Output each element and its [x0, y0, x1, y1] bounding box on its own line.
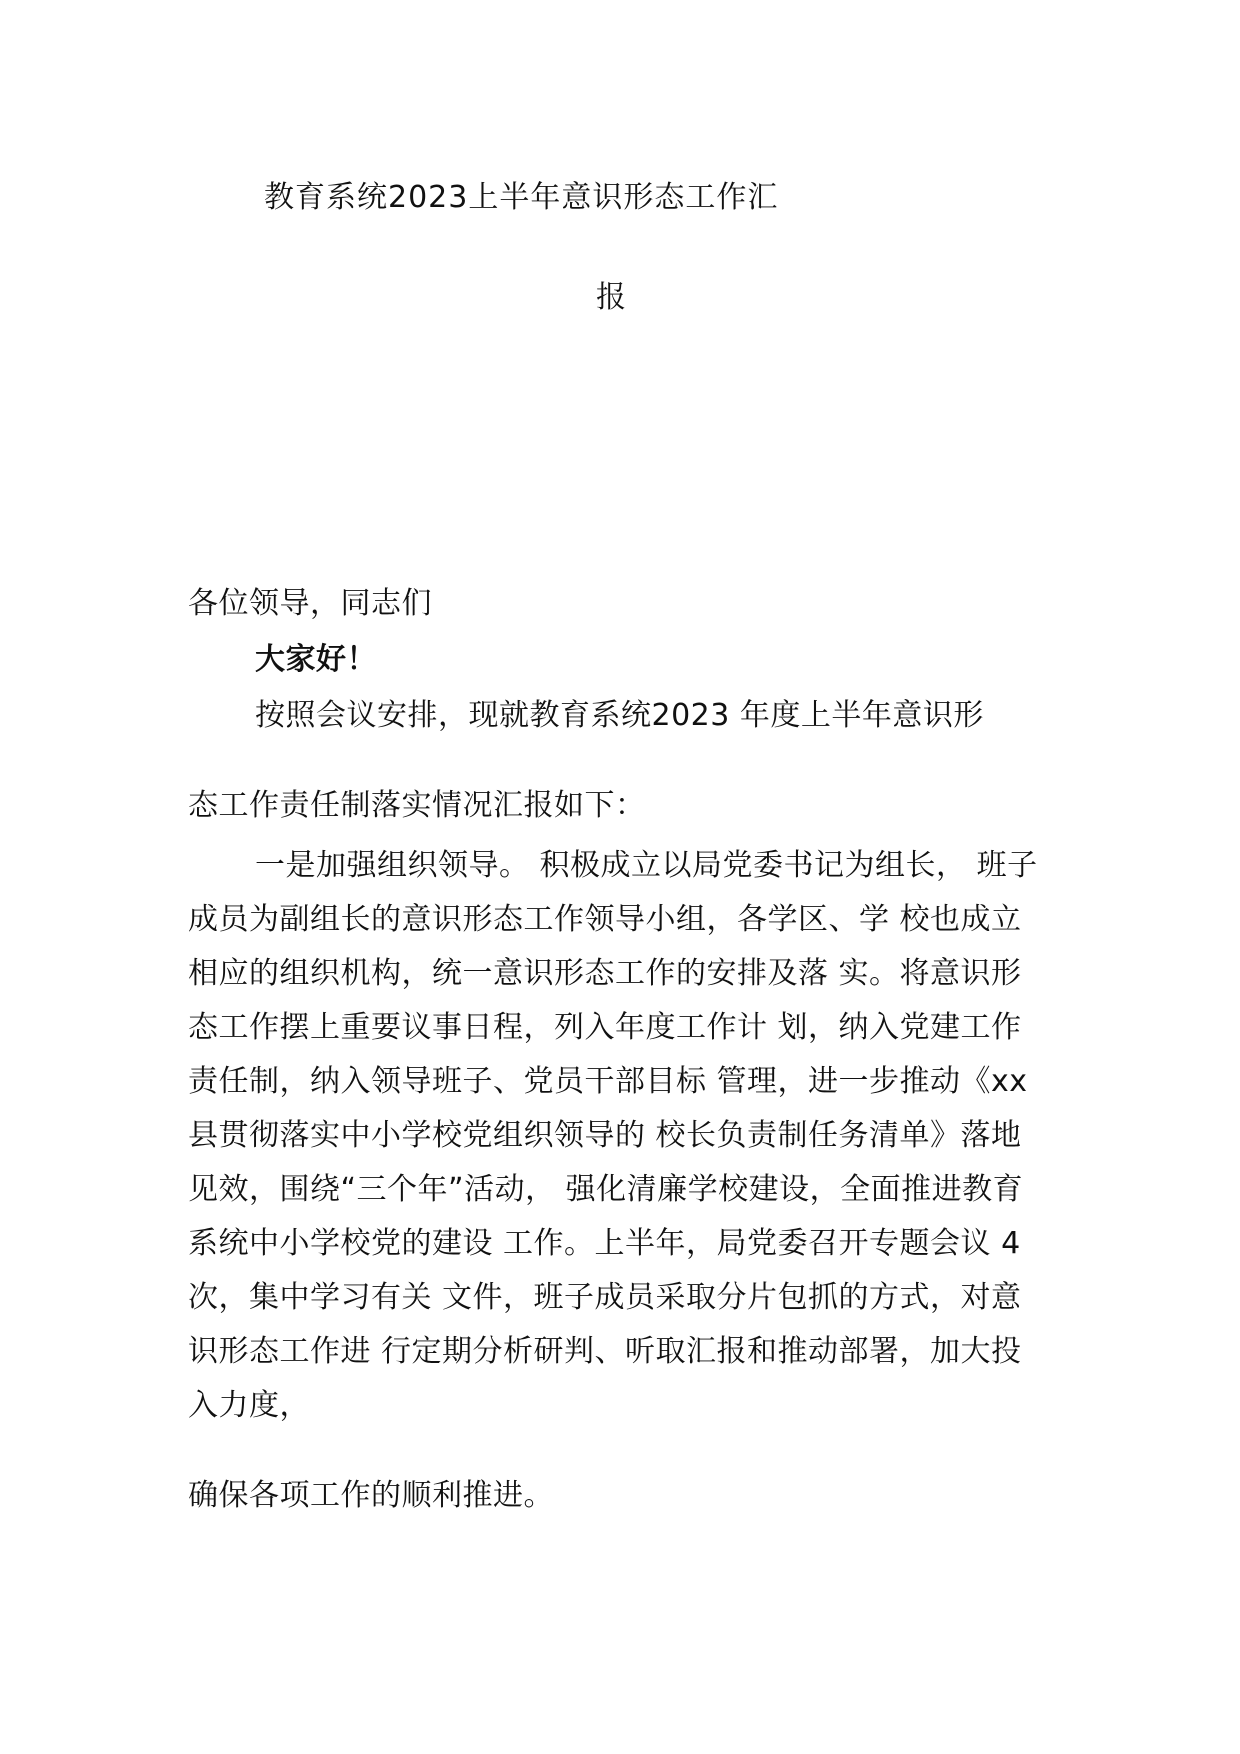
document-title-line-2: 报 [596, 280, 627, 315]
document-title-line-1: 教育系统2023上半年意识形态工作汇 [264, 180, 779, 215]
intro-line-1: 按照会议安排，现就教育系统2023 年度上半年意识形 [255, 698, 984, 733]
section1-line-5: 责任制，纳入领导班子、党员干部目标 管理，进一步推动《xx [188, 1064, 1028, 1099]
greeting: 大家好！ [255, 642, 377, 677]
salutation: 各位领导，同志们 [188, 586, 432, 621]
section1-line-6: 县贯彻落实中小学校党组织领导的 校长负责制任务清单》落地 [188, 1118, 1022, 1153]
intro-line-2: 态工作责任制落实情况汇报如下： [188, 788, 646, 823]
section1-line-10: 识形态工作进 行定期分析研判、听取汇报和推动部署，加大投 [188, 1334, 1022, 1369]
section1-line-1: 一是加强组织领导。 积极成立以局党委书记为组长， 班子 [255, 848, 1038, 883]
section1-line-7: 见效，围绕“三个年”活动， 强化清廉学校建设，全面推进教育 [188, 1172, 1024, 1207]
section1-line-9: 次，集中学习有关 文件，班子成员采取分片包抓的方式，对意 [188, 1280, 1022, 1315]
section1-line-11: 入力度， [188, 1388, 310, 1423]
closing-line: 确保各项工作的顺利推进。 [188, 1478, 554, 1513]
section1-line-2: 成员为副组长的意识形态工作领导小组，各学区、学 校也成立 [188, 902, 1022, 937]
section1-line-8: 系统中小学校党的建设 工作。上半年，局党委召开专题会议 4 [188, 1226, 1021, 1261]
section1-line-4: 态工作摆上重要议事日程，列入年度工作计 划，纳入党建工作 [188, 1010, 1022, 1045]
section1-line-3: 相应的组织机构，统一意识形态工作的安排及落 实。将意识形 [188, 956, 1022, 991]
